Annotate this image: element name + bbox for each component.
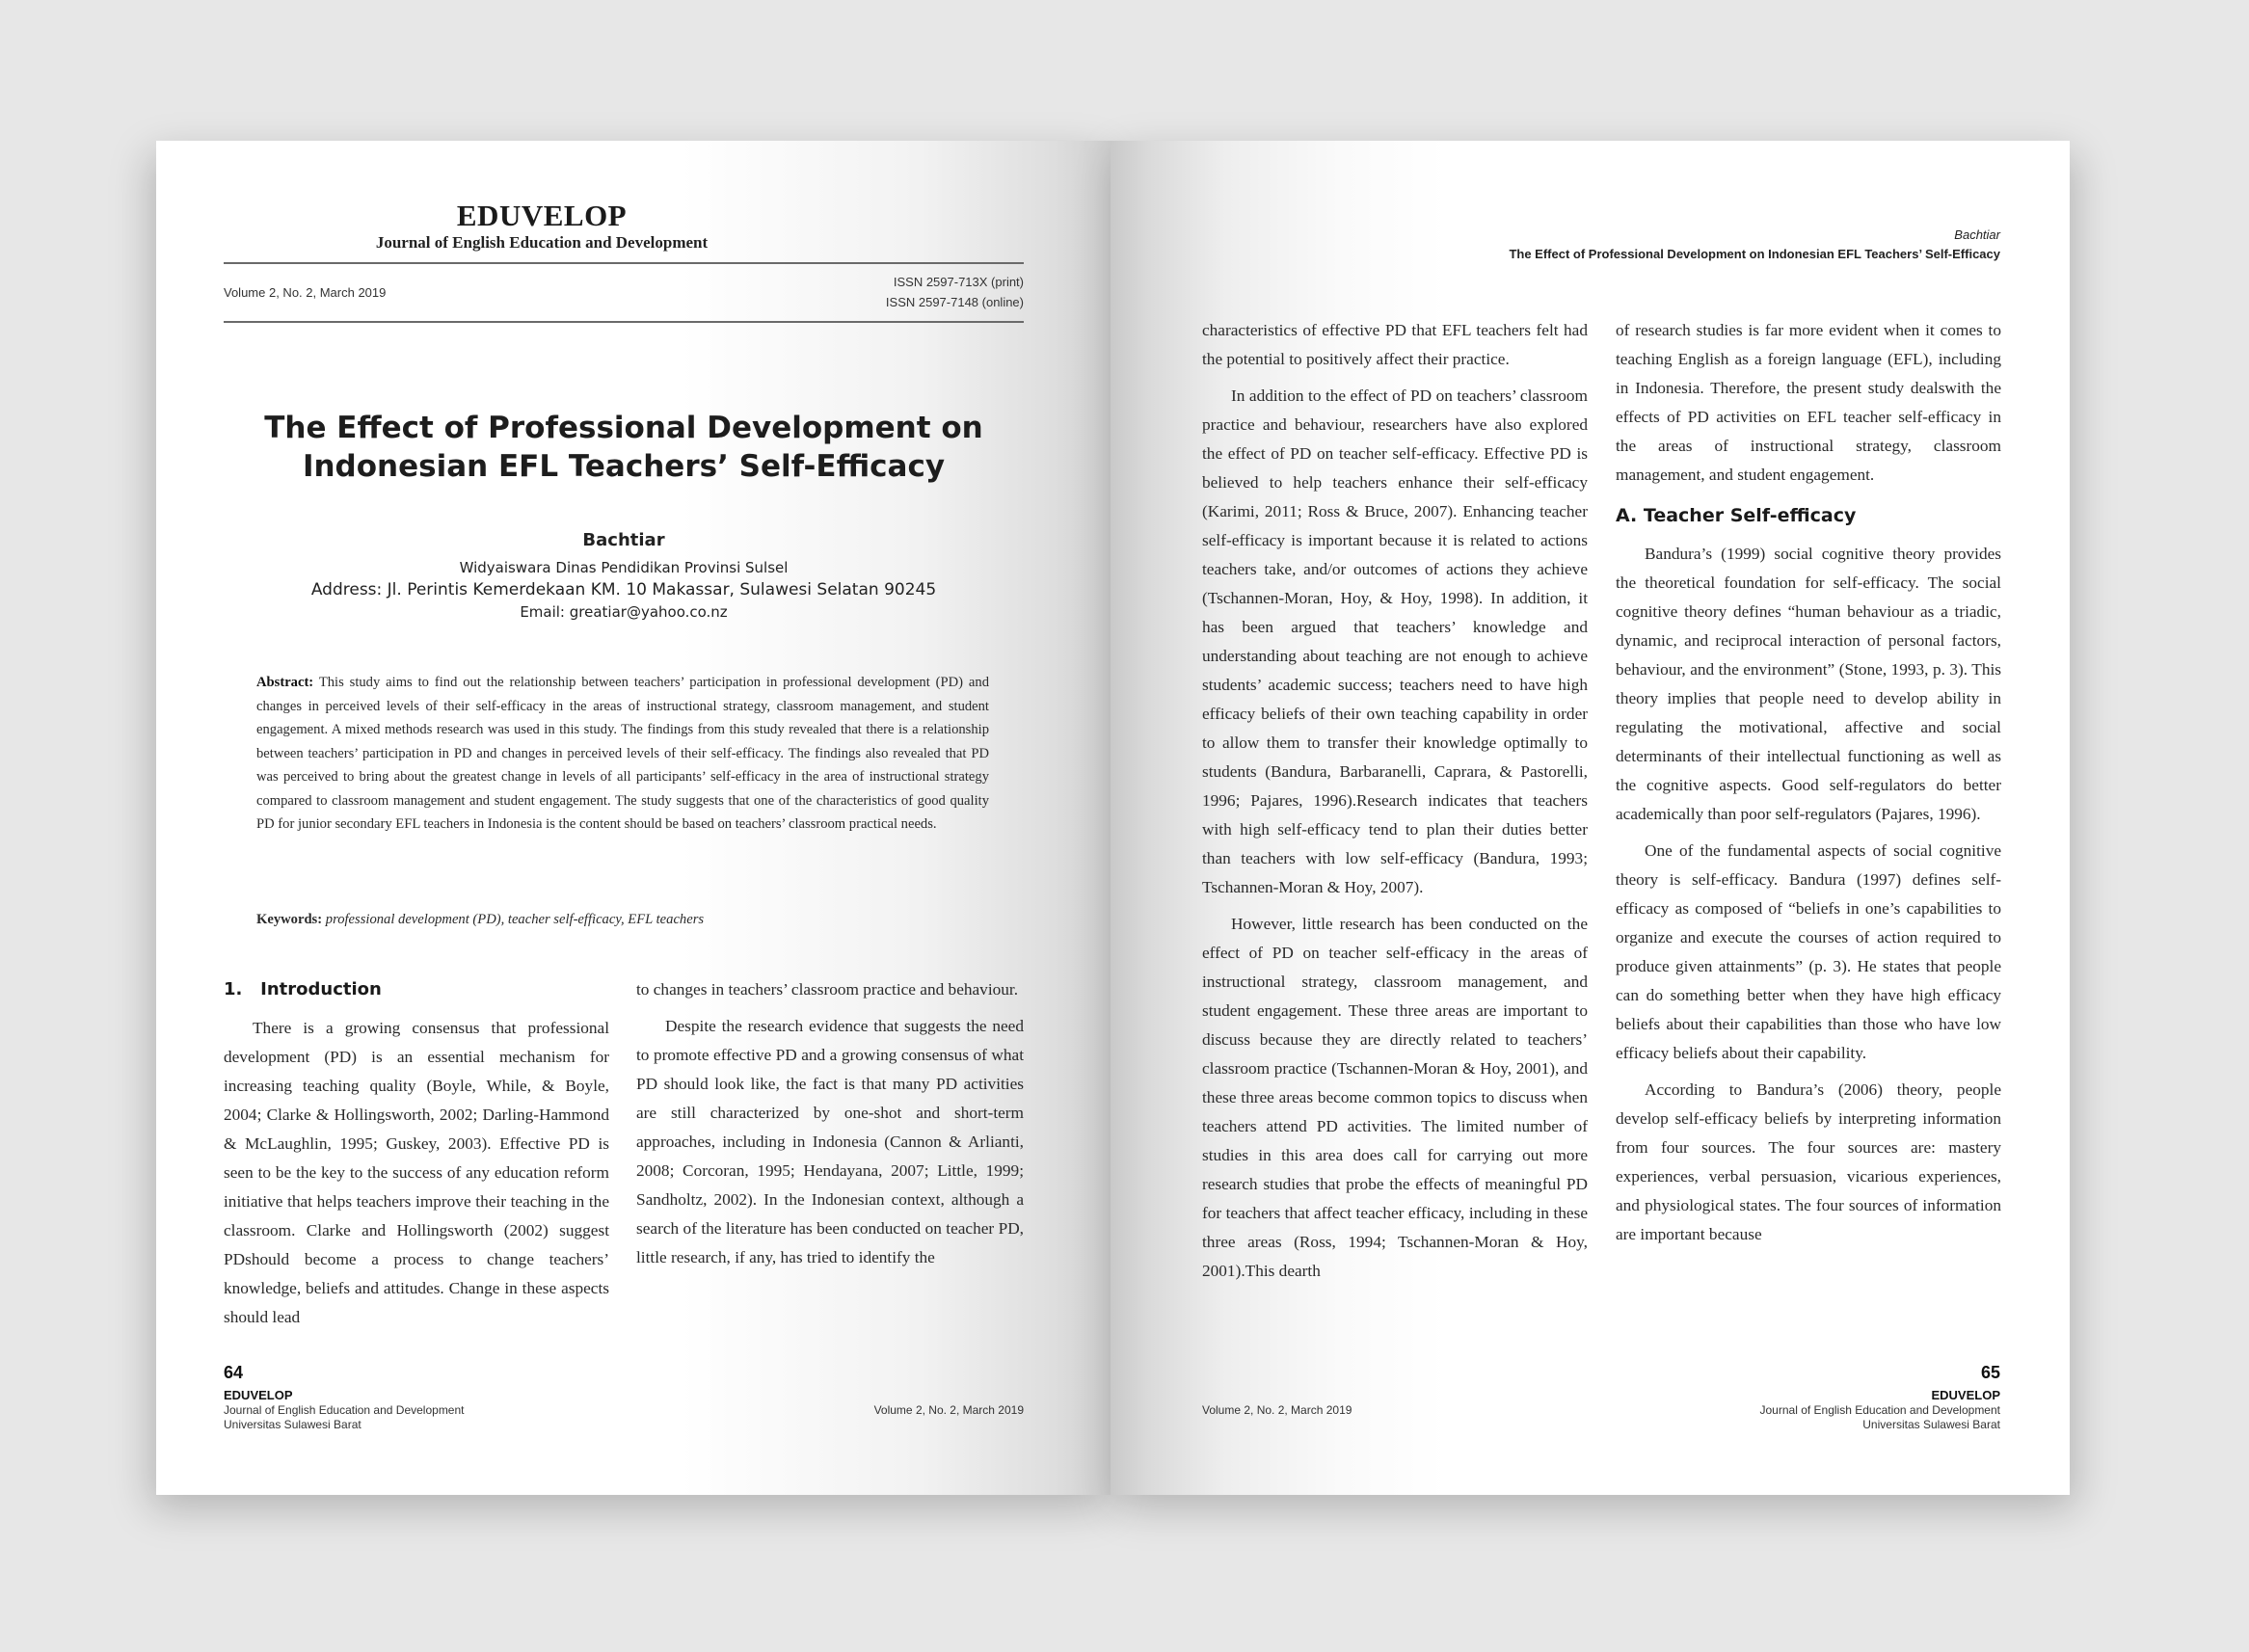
footer-left [224,1388,465,1432]
header-rule-top [224,262,1024,264]
abstract [256,671,989,837]
title-line-2: Indonesian EFL Teachers’ Self-Efficacy [302,449,946,484]
right-column-2 [1616,316,2001,1257]
volume-label: Volume 2, No. 2, March 2019 [224,285,387,300]
page-number: 64 [224,1363,244,1382]
left-column-2 [636,975,1024,1280]
email: Email: greatiar@yahoo.co.nz [520,603,728,621]
paragraph: characteristics of effective PD that EFL teachers felt had the potential to positively affect their practice. [1202,321,1588,368]
paragraph: Despite the research evidence that suggests the need to promote effective PD and a growing consensus of what PD should look like, the fact is that many PD activities are still characterized by one-shot and short-term approaches, including in Indonesia (Cannon & Arlianti, 2008; Corcoran, 1995; Hendayana, 2007; Little, 1999; Sandholtz, 2002). In the Indonesian context, although a search of the literature has been conducted on teacher PD, little research, if any, has tried to identify the [636,1017,1024,1266]
keywords-text: professional development (PD), teacher self-efficacy, EFL teachers [325,912,705,927]
keywords-label: Keywords: [256,912,323,927]
header-rule-bottom [224,321,1024,323]
paragraph: to changes in teachers’ classroom practice and behaviour. [636,980,1019,999]
address: Address: Jl. Perintis Kemerdekaan KM. 10 Makassar, Sulawesi Selatan 90245 [310,580,937,600]
paragraph: There is a growing consensus that professional development (PD) is an essential mechanism for increasing teaching quality (Boyle, While, & Boyle, 2004; Clarke & Hollingsworth, 2002; Darling-Hammond & McLaughlin, 1995; Guskey, 2003). Effective PD is seen to be the key to the success of any education reform initiative that helps teachers improve their teaching in the classroom. Clarke and Hollingsworth (2002) suggest PDshould become a process to change teachers’ knowledge, beliefs and attitudes. Change in these aspects should lead [224,1019,609,1326]
footer-subtitle: Journal of English Education and Development [224,1403,465,1417]
right-column-1 [1202,316,1588,1293]
footer-university: Universitas Sulawesi Barat [1862,1418,2000,1431]
author-name: Bachtiar [582,530,665,550]
issn-print: ISSN 2597-713X (print) [893,275,1024,289]
footer-subtitle: Journal of English Education and Development [1759,1403,2000,1417]
footer-right [1760,1388,2001,1432]
footer-volume: Volume 2, No. 2, March 2019 [1202,1403,1352,1417]
paragraph: One of the fundamental aspects of social cognitive theory is self-efficacy. Bandura (1997) defines self-efficacy as composed of “beliefs in one’s capabilities to organize and execute the courses of action required to produce given attainments” (p. 3). He states that people can do something better when they have high efficacy beliefs about their capabilities than those who have low efficacy beliefs about their capability. [1616,841,2001,1062]
article-title [224,409,1024,486]
right-page [1111,141,2070,1495]
left-page [156,141,1111,1495]
running-head-author: Bachtiar [1954,227,2000,242]
running-head-title: The Effect of Professional Development on Indonesian EFL Teachers’ Self-Efficacy [1509,247,2000,261]
footer-volume: Volume 2, No. 2, March 2019 [873,1403,1024,1417]
affiliation-block [224,557,1024,624]
paragraph: of research studies is far more evident when it comes to teaching English as a foreign language (EFL), including in Indonesia. Therefore, the present study dealswith the effects of PD activities on EFL teacher self-efficacy in the areas of instructional strategy, classroom management, and student engagement. [1616,321,2001,484]
section-heading-self-efficacy: A. Teacher Self-efficacy [1616,505,1857,526]
paragraph: According to Bandura’s (2006) theory, people develop self-efficacy beliefs by interpreting information from four sources. The four sources are: mastery experiences, verbal persuasion, vicarious experiences, and physiological states. The four sources of information are important because [1616,1080,2001,1243]
paragraph: However, little research has been conducted on the effect of PD on teacher self-efficacy in the areas of instructional strategy, classroom management, and student engagement. These three areas are important to discuss because they are directly related to teachers’ classroom practice (Tschannen-Moran & Hoy, 2001), and these three areas become common topics to discuss when teachers attend PD activities. The limited number of studies in this area does call for carrying out more research studies that probe the effects of meaningful PD for teachers that affect teacher efficacy, including in these three areas (Ross, 1994; Tschannen-Moran & Hoy, 2001).This dearth [1202,915,1588,1280]
left-column-1 [224,1014,609,1340]
paragraph: In addition to the effect of PD on teachers’ classroom practice and behaviour, researchers have also explored the effect of PD on teacher self-efficacy. Effective PD is believed to help teachers enhance their self-efficacy (Karimi, 2011; Ross & Bruce, 2007). Enhancing teacher self-efficacy is important because it is related to actions teachers take, and/or outcomes of actions they achieve (Tschannen-Moran, Hoy, & Hoy, 1998). In addition, it has been argued that teachers’ knowledge and understanding about teaching are not enough to achieve students’ academic success; teachers need to have high efficacy beliefs of their own teaching capability in order to allow them to transfer their knowledge optimally to students (Bandura, Barbaranelli, Caprara, & Pastorelli, 1996; Pajares, 1996).Research indicates that teachers with high self-efficacy tend to plan their duties better than teachers with low self-efficacy (Bandura, 1993; Tschannen-Moran & Hoy, 2007). [1202,386,1588,896]
journal-subtitle: Journal of English Education and Development [375,233,709,252]
keywords [256,912,989,928]
issn-online: ISSN 2597-7148 (online) [885,295,1024,309]
page-number: 65 [1980,1363,2000,1382]
section-heading-introduction: 1. Introduction [224,979,382,999]
journal-name: EDUVELOP [456,199,628,232]
affiliation: Widyaiswara Dinas Pendidikan Provinsi Sulsel [459,559,789,576]
abstract-text: This study aims to find out the relationship between teachers’ participation in professional development (PD) and changes in perceived levels of their self-efficacy in the areas of instructional strategy, classroom management, and student engagement. A mixed methods research was used in this study. The findings from this study revealed that there is a relationship between teachers’ participation in PD and changes in perceived levels of their self-efficacy. The findings also revealed that PD was perceived to bring about the greatest change in levels of all participants’ self-efficacy in the area of instructional strategy compared to classroom management and student engagement. The study suggests that one of the characteristics of good quality PD for junior secondary EFL teachers in Indonesia is the content should be based on teachers’ classroom practical needs. [256,675,989,832]
footer-journal: EDUVELOP [1931,1388,2000,1402]
footer-journal: EDUVELOP [224,1388,293,1402]
footer-university: Universitas Sulawesi Barat [224,1418,361,1431]
paragraph: Bandura’s (1999) social cognitive theory provides the theoretical foundation for self-efficacy. The social cognitive theory defines “human behaviour as a triadic, dynamic, and reciprocal interaction of personal factors, behaviour, and the environment” (Stone, 1993, p. 3). This theory implies that people need to develop ability in regulating the motivational, affective and social determinants of their intellectual functioning as well as the cognitive aspects. Good self-regulators do better academically than poor self-regulators (Pajares, 1996). [1616,545,2001,823]
abstract-label: Abstract: [256,675,314,690]
title-line-1: The Effect of Professional Development on [264,411,983,445]
